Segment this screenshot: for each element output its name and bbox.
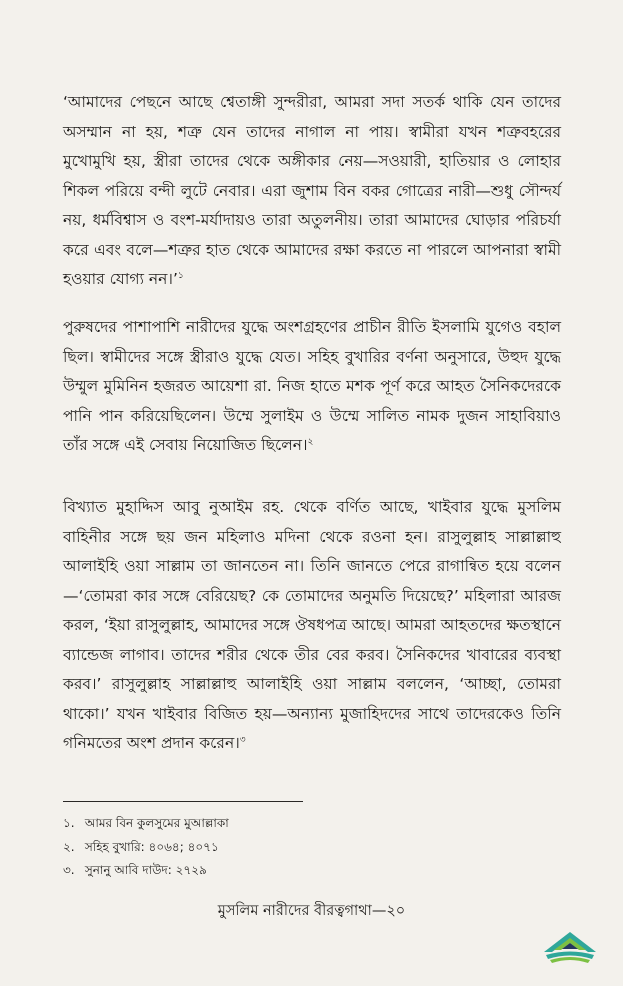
footnote-text: সুনানু আবি দাউদ: ২৭২৯: [84, 863, 207, 877]
footnote-text: আমর বিন কুলসুমের মুআল্লাকা: [84, 816, 229, 830]
footnote-ref: ৩: [239, 734, 246, 745]
paragraph-text: পুরুষদের পাশাপাশি নারীদের যুদ্ধে অংশগ্রহণের প্রাচীন রীতি ইসলামি যুগেও বহাল ছিল। স্বামীদের সঙ্গে স্ত্রীরাও যুদ্ধে যেত। সহিহ বুখারির বর্ণনা অনুসারে, উহুদ যুদ্ধে উম্মুল মুমিনিন হজরত আয়েশা রা. নিজ হাতে মশক পূর্ণ করে আহত সৈনিকদেরকে পানি পান করিয়েছিলেন। উম্মে সুলাইম ও উম্মে সালিত নামক দুজন সাহাবিয়াও তাঁর সঙ্গে এই সেবায় নিয়োজিত ছিলেন।: [63, 318, 561, 454]
footnote-item: [63, 836, 463, 860]
paragraph-text: ‘আমাদের পেছনে আছে শ্বেতাঙ্গী সুন্দরীরা, আমরা সদা সতর্ক থাকি যেন তাদের অসম্মান না হয়, শত্রু যেন তাদের নাগাল না পায়। স্বামীরা যখন শত্রুবহরের মুখোমুখি হয়, স্ত্রীরা তাদের থেকে অঙ্গীকার নেয়—সওয়ারী, হাতিয়ার ও লোহার শিকল পরিয়ে বন্দী লুটে নেবার। এরা জুশাম বিন বকর গোত্রের নারী—শুধু সৌন্দর্য নয়, ধর্মবিশ্বাস ও বংশ-মর্যাদায়ও তারা অতুলনীয়। তারা আমাদের ঘোড়ার পরিচর্যা করে এবং বলে—শত্রুর হাত থেকে আমাদের রক্ষা করতে না পারলে আপনারা স্বামী হওয়ার যোগ্য নন।’: [63, 93, 561, 288]
footnote-item: [63, 859, 463, 883]
paragraph-women-in-battle: [63, 313, 561, 461]
footnote-number: ২.: [63, 839, 75, 854]
footnote-number: ৩.: [63, 863, 75, 877]
footnote-divider: [63, 801, 303, 802]
paragraph-khaibar: [63, 493, 561, 759]
paragraph-text: বিখ্যাত মুহাদ্দিস আবু নুআইম রহ. থেকে বর্ণিত আছে, খাইবার যুদ্ধে মুসলিম বাহিনীর সঙ্গে ছয় জন মহিলাও মদিনা থেকে রওনা হন। রাসুলুল্লাহ সাল্লাল্লাহু আলাইহি ওয়া সাল্লাম তা জানতেন না। তিনি জানতে পেরে রাগান্বিত হয়ে বলেন—‘তোমরা কার সঙ্গে বেরিয়েছ? কে তোমাদের অনুমতি দিয়েছে?’ মহিলারা আরজ করল, ‘ইয়া রাসুলুল্লাহ, আমাদের সঙ্গে ঔষধপত্র আছে। আমরা আহতদের ক্ষতস্থানে ব্যান্ডেজ লাগাব। তাদের শরীর থেকে তীর বের করব। সৈনিকদের খাবারের ব্যবস্থা করব।’ রাসুলুল্লাহ সাল্লাল্লাহু আলাইহি ওয়া সাল্লাম বললেন, ‘আচ্ছা, তোমরা থাকো।’ যখন খাইবার বিজিত হয়—অন্যান্য মুজাহিদদের সাথে তাদেরকেও তিনি গনিমতের অংশ প্রদান করেন।: [63, 498, 561, 752]
footnote-list: [63, 812, 463, 883]
footnote-ref: ২: [307, 436, 314, 447]
page-footer: মুসলিম নারীদের বীরত্বগাথা—২০: [217, 903, 406, 919]
footnote-ref: ১: [177, 270, 184, 281]
footnote-item: [63, 812, 463, 836]
paragraph-poem-quote: [63, 88, 561, 295]
publisher-logo-icon: [538, 920, 602, 966]
footnote-text: সহিহ বুখারি: ৪০৬৪; ৪০৭১: [84, 839, 219, 854]
footnote-number: ১.: [63, 816, 75, 830]
